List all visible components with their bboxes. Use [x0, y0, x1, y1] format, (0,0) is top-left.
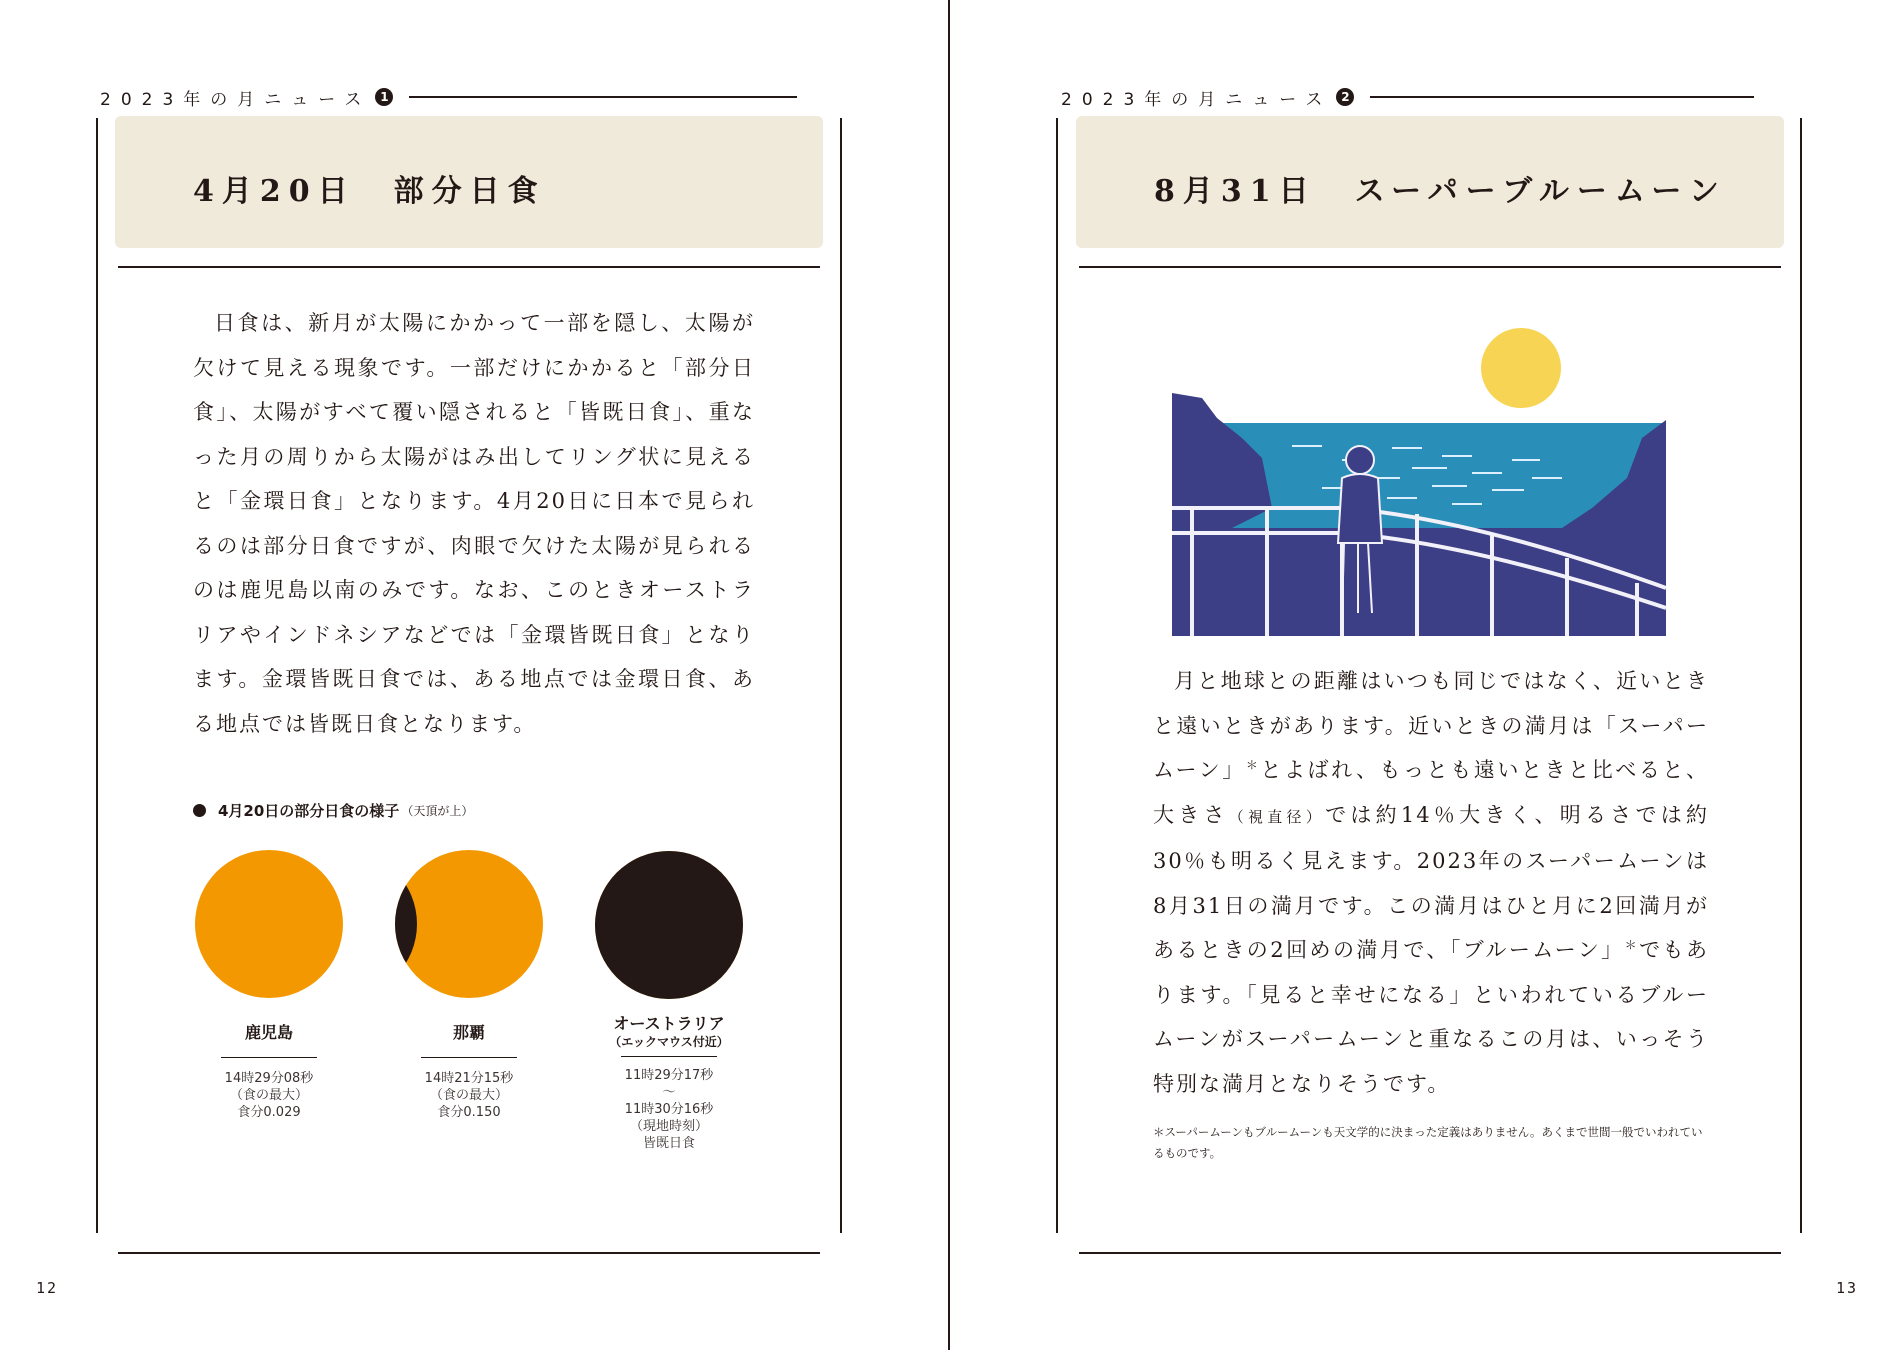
title-underline: [118, 266, 820, 268]
title-underline: [1079, 266, 1781, 268]
time-line: 11時30分16秒: [624, 1102, 714, 1117]
eclipse-kagoshima: [194, 849, 344, 1121]
footnote: ＊スーパームーンもブルームーンも天文学的に決まった定義はありません。あくまで世間一般でいわれているものです。: [1153, 1125, 1703, 1160]
time-line: 14時29分08秒: [224, 1071, 314, 1086]
section-number-badge: 2: [1336, 88, 1354, 106]
figure-caption: [193, 800, 473, 821]
time-line: 食分0.029: [237, 1105, 301, 1120]
title-box: [115, 116, 823, 248]
time-line: 〜: [662, 1085, 676, 1100]
header-rule: [1370, 96, 1754, 98]
time-line: 11時29分17秒: [624, 1068, 714, 1083]
eclipse-naha: [394, 849, 544, 1121]
moon-disc: [394, 850, 417, 998]
frame-left-line: [1056, 118, 1058, 1233]
supermoon-illustration: [1172, 328, 1666, 636]
time-line: 食分0.150: [437, 1105, 501, 1120]
page-number: 12: [36, 1279, 59, 1297]
moon-disc: [594, 850, 744, 1000]
location-name: 鹿児島: [244, 1023, 293, 1042]
body-text-part: とよばれ、もっとも遠いときと比べると、大きさ: [1153, 758, 1709, 827]
bullet-icon: [193, 804, 206, 817]
full-moon: [1481, 328, 1561, 408]
page-title: 8月31日 スーパーブルームーン: [1154, 174, 1727, 209]
frame-left-line: [96, 118, 98, 1233]
title-box: [1076, 116, 1784, 248]
time-line: （食の最大）: [229, 1088, 308, 1103]
right-page: [950, 0, 1898, 1350]
section-header-text: 2023年の月ニュース: [100, 89, 372, 110]
body-text-part: では約14％大きく、明るさでは約30％も明るく見えます。2023年のスーパームーンは8月31日の満月です。この満月はひと月に2回満月があるときの2回めの満月で、「ブルームーン」: [1153, 802, 1709, 962]
time-line: （食の最大）: [429, 1088, 508, 1103]
body-paragraph: [1153, 659, 1709, 1106]
caption-note: （天頂が上）: [401, 804, 474, 818]
body-text-note: （視直径）: [1228, 807, 1326, 826]
location-name: 那覇: [452, 1023, 485, 1042]
time-line: （現地時刻）: [629, 1119, 708, 1134]
time-line: 14時21分15秒: [424, 1071, 514, 1086]
bottom-rule: [1079, 1252, 1781, 1254]
location-name: オーストラリア: [613, 1014, 725, 1033]
sun-disc: [195, 850, 343, 998]
section-header-text: 2023年の月ニュース: [1061, 89, 1333, 110]
section-header: [100, 86, 797, 108]
body-paragraph: 日食は、新月が太陽にかかって一部を隠し、太陽が欠けて見える現象です。一部だけにかかると「部分日食」、太陽がすべて覆い隠されると「皆既日食」、重なった月の周りから太陽がはみ出してリング状に見えると「金環日食」となります。4月20日に日本で見られるのは部分日食ですが、肉眼で欠けた太陽が見られるのは鹿児島以南のみです。なお、このときオーストラリアやインドネシアなどでは「金環皆既日食」となります。金環皆既日食では、ある地点では金環日食、ある地点では皆既日食となります。: [193, 311, 755, 736]
page-number: 13: [1836, 1279, 1859, 1297]
eclipse-diagram: [394, 849, 544, 999]
left-page: [0, 0, 948, 1350]
footnote-mark: ＊: [1245, 758, 1261, 772]
page-title: 4月20日 部分日食: [193, 174, 546, 209]
eclipse-diagram: [194, 849, 344, 999]
section-number-badge: 1: [375, 88, 393, 106]
body-text-part: でもあります。「見ると幸せになる」といわれているブルームーンがスーパームーンと重なるこの月は、いっそう特別な満月となりそうです。: [1153, 938, 1709, 1096]
caption-main: 4月20日の部分日食の様子: [218, 802, 400, 820]
bottom-rule: [118, 1252, 820, 1254]
body-text: [193, 301, 755, 746]
time-line: 皆既日食: [642, 1136, 695, 1151]
eclipse-australia: [594, 850, 744, 1152]
section-header: [1061, 86, 1754, 108]
frame-right-line: [840, 118, 842, 1233]
footnote-mark: ＊: [1624, 938, 1640, 952]
location-sub: （エックマウス付近）: [609, 1035, 729, 1049]
sun-disc: [395, 850, 543, 998]
frame-right-line: [1800, 118, 1802, 1233]
header-rule: [409, 96, 797, 98]
eclipse-diagram: [594, 850, 744, 1000]
body-text: [1153, 659, 1709, 1106]
moon-disc: [194, 850, 195, 998]
body-text-part: 月と地球との距離はいつも同じではなく、近いときと遠いときがあります。近いときの満月は「スーパームーン」: [1153, 669, 1709, 782]
